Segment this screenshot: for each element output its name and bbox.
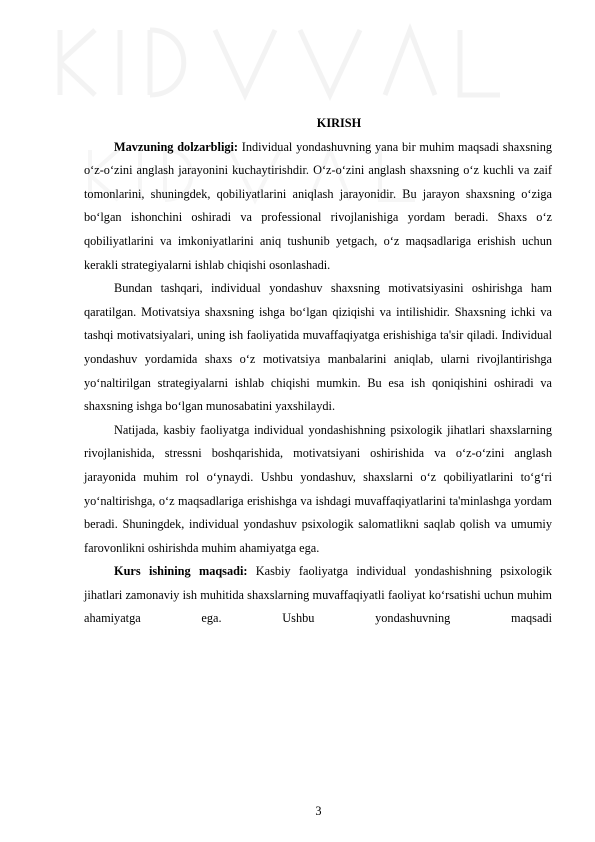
paragraph-text: Bundan tashqari, individual yondashuv shaxsning motivatsiyasini oshirishga ham qaratilgan. Motivatsiya shaxsning ishga bo‘lgan qiziqishi va intilishidir. Shaxsning ichki va tashqi motivatsiyalari, uning ish faoliyatida muvaffaqiyatga erishishiga ta'sir qiladi. Individual yondashuv yordamida shaxs o‘z motivatsiya manbalarini aniqlab, ularni rivojlantirishga yo‘naltirilgan strategiyalarni ishlab chiqishi mumkin. Bu esa ish qoniqishini oshiradi va shaxsning ishga bo‘lgan munosabatini yaxshilaydi. (84, 281, 552, 414)
page-number: 3 (315, 804, 322, 818)
paragraph-lead: Kurs ishining maqsadi: (114, 564, 248, 579)
page-body (84, 112, 552, 631)
paragraph-conclusion (84, 419, 552, 561)
paragraph-relevance (84, 136, 552, 278)
section-heading: KIRISH (316, 116, 362, 130)
paragraph-text: Individual yondashuvning yana bir muhim maqsadi shaxsning o‘z-o‘zini anglash jarayonini kuchaytirishdir. O‘z-o‘zini anglash shaxsning o‘z kuchli va zaif tomonlarini, shuningdek, qobiliyatlarini aniqlash jarayonidir. Bu jarayon shaxsning o‘ziga bo‘lgan ishonchini oshiradi va professional rivojlanishiga yordam beradi. Shaxs o‘z qobiliyatlarini va imkoniyatlarini aniq tushunib yetgach, o‘z maqsadlariga erishish uchun kerakli strategiyalarni ishlab chiqishi osonlashadi. (84, 139, 552, 272)
paragraph-text: Natijada, kasbiy faoliyatga individual yondashishning psixologik jihatlari shaxslarning rivojlanishida, stressni boshqarishida, motivatsiyani oshirishida va o‘z-o‘zini anglash jarayonida muhim rol o‘ynaydi. Ushbu yondashuv, shaxslarni o‘z qobiliyatlarini to‘g‘ri yo‘naltirishga, o‘z maqsadlariga erishishga va ishdagi muvaffaqiyatlarini ta'minlashga yordam beradi. Shuningdek, individual yondashuv psixologik salomatlikni saqlab qolish va umumiy farovonlikni oshirishda muhim ahamiyatga ega. (84, 422, 552, 555)
paragraph-text: Kasbiy faoliyatga individual yondashishning psixologik jihatlari zamonaviy ish muhitida shaxslarning muvaffaqiyatli faoliyat ko‘rsatishi uchun muhim ahamiyatga ega. Ushbu yondashuvning maqsadi (84, 564, 552, 626)
paragraph-goal (84, 560, 552, 631)
paragraph-lead: Mavzuning dolzarbligi: (114, 139, 239, 154)
paragraph-motivation (84, 277, 552, 419)
